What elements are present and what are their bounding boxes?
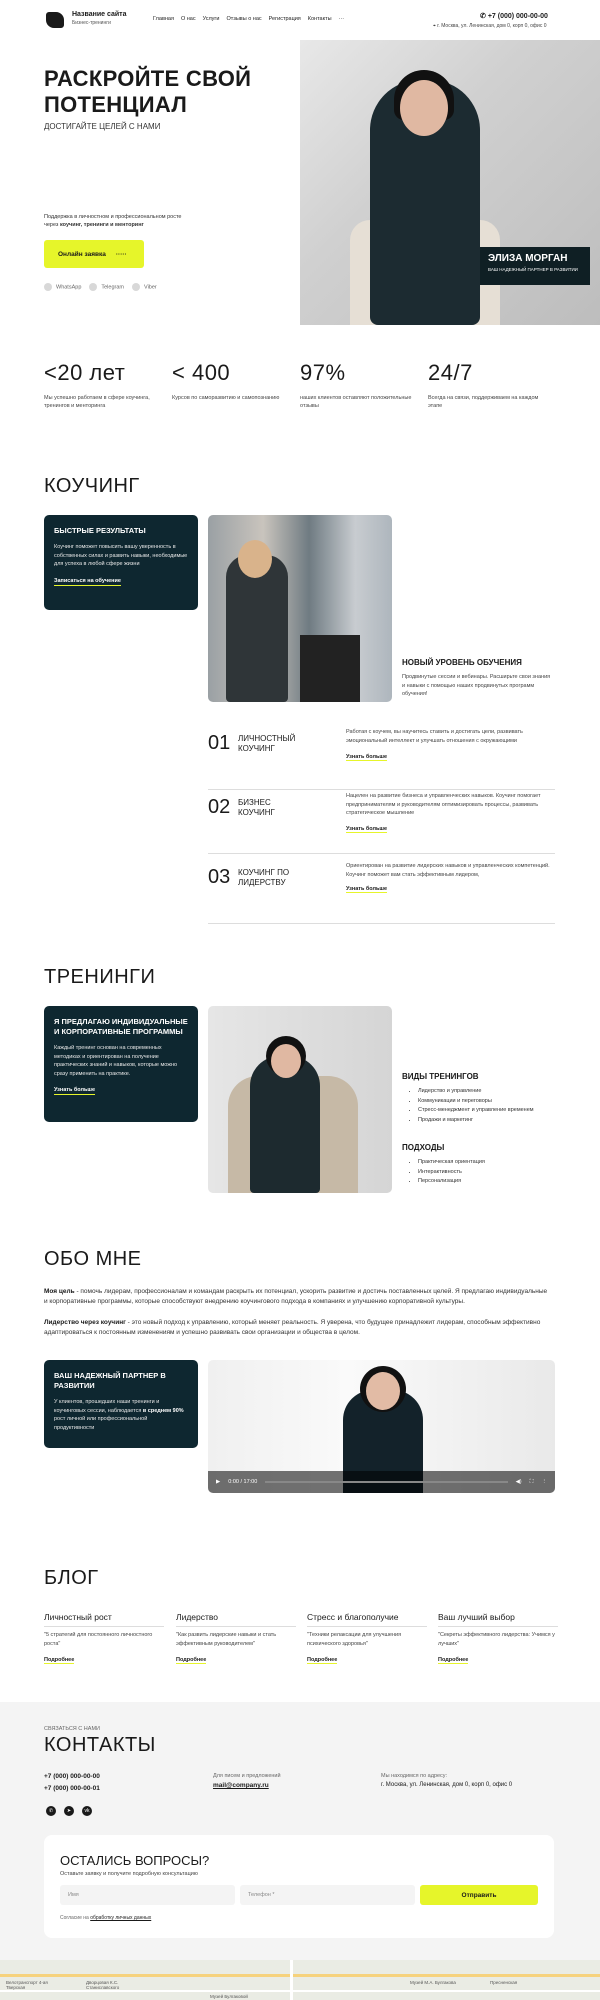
play-icon[interactable]: ▶ [216, 1479, 221, 1485]
divider [176, 1626, 296, 1627]
map-label: Пресненская [490, 1980, 518, 1985]
programs-card [44, 1006, 198, 1122]
card-text-bold: в среднем 90% [142, 1407, 184, 1414]
stat-desc: Всегда на связи, поддерживаем на каждом этапе [428, 395, 539, 409]
learn-more-link[interactable]: Узнать больше [346, 886, 388, 892]
trainings-title: ТРЕНИНГИ [44, 966, 156, 988]
blog-category: Лидерство [176, 1612, 219, 1622]
new-level-text: Продвинутые сессии и вебинары. Расширьте свои знания и навыки с помощью наших продвинутых программ обучения! [402, 674, 551, 697]
blog-quote: "Секреты эффективного лидерства: Учимся у лучших" [438, 1632, 555, 1647]
form-title: ОСТАЛИСЬ ВОПРОСЫ? [60, 1853, 210, 1868]
map-road [0, 1990, 600, 1992]
card-text [54, 1398, 188, 1432]
service-title: ЛИЧНОСТНЫЙ КОУЧИНГ [238, 734, 296, 753]
button-dots: ····· [115, 250, 127, 258]
divider [44, 1626, 164, 1627]
card-text: Коучинг поможет повысить вашу уверенность в собственных силах и развить навыки, необходимые для успеха в любой сфере жизни [54, 544, 188, 567]
whatsapp-label: WhatsApp [56, 284, 82, 291]
head-shape [271, 1044, 301, 1078]
telegram-icon [89, 283, 97, 291]
contacts-eyebrow: СВЯЗАТЬСЯ С НАМИ [44, 1726, 100, 1732]
fullscreen-icon[interactable]: ⛶ [529, 1478, 534, 1485]
card-title: ВАШ НАДЕЖНЫЙ ПАРТНЕР В РАЗВИТИИ [54, 1371, 166, 1390]
goal-bold: Моя цель [44, 1288, 75, 1295]
about-leadership-text [44, 1318, 549, 1338]
blog-title: БЛОГ [44, 1567, 99, 1589]
blog-category: Ваш лучший выбор [438, 1612, 515, 1622]
site-subtitle: Бизнес-тренинги [72, 20, 111, 26]
service-number: 02 [208, 796, 231, 818]
service-personal-coaching [208, 728, 555, 790]
telegram-icon[interactable]: ➤ [64, 1806, 74, 1816]
hero-title: РАСКРОЙТЕ СВОЙ ПОТЕНЦИАЛ [44, 66, 252, 117]
location-icon: ⌖ [433, 23, 438, 29]
whatsapp-icon [44, 283, 52, 291]
nav-item-contacts[interactable]: Контакты [307, 16, 332, 22]
blog-quote: "5 стратегий для постоянного личностного роста" [44, 1632, 153, 1647]
map-road [0, 1974, 600, 1977]
divider [307, 1626, 427, 1627]
card-text-pre: У клиентов, прошедших наши тренинги и коучинговых сессии, наблюдается [54, 1399, 160, 1414]
blog-quote: "Техники релаксации для улучшения психического здоровья" [307, 1632, 402, 1647]
card-text: Каждый тренинг основан на современных методиках и ориентирован на получение практических знаний и навыков, которые можно сразу применить на практике. [54, 1045, 178, 1077]
learn-more-link[interactable]: Узнать больше [346, 826, 388, 832]
stat-support [428, 360, 548, 410]
consent-text [60, 1915, 151, 1921]
service-number: 03 [208, 866, 231, 888]
address-label: Мы находимся по адресу: [381, 1773, 448, 1779]
viber-link[interactable] [132, 283, 157, 291]
viber-label: Viber [144, 284, 157, 291]
viber-icon [132, 283, 140, 291]
stat-desc: наших клиентов оставляют положительные отзывы [300, 395, 412, 409]
stat-desc: Мы успешно работаем в сфере коучинга, тренингов и менторинга [44, 395, 150, 409]
service-leadership-coaching [208, 862, 555, 924]
map-label: Велотранспорт 4-ая Тверская [6, 1980, 48, 1990]
goal-text: - помочь лидерам, профессионалам и командам раскрыть их потенциал, ускорить развитие и достичь поставленных целей. Я предлагаю индивидуальные и корпоративные программы, которые способствуют внедрению коучингового подхода в компаниях и улучшению корпоративной культуры. [44, 1288, 548, 1305]
signup-link[interactable]: Записаться на обучение [54, 577, 121, 584]
coaching-photo [208, 515, 392, 702]
stat-desc: Курсов по саморазвитию и самопознанию [172, 395, 280, 401]
service-desc: Ориентирован на развитие лидерских навыков и управленческих компетенций. Коучинг поможет вам стать эффективным лидером, [346, 863, 550, 878]
intro-video[interactable] [208, 1360, 555, 1493]
logo-icon[interactable] [46, 12, 64, 28]
volume-icon[interactable]: ◀) [515, 1479, 522, 1485]
video-progress-bar[interactable] [265, 1481, 507, 1483]
site-name: Название сайта [72, 11, 127, 18]
read-more-link[interactable]: Подробнее [307, 1657, 338, 1663]
service-desc: Нацелен на развитие бизнеса и управленческих навыков. Коучинг помогает предпринимателям и руководителям оптимизировать процессы, развивать стратегическое мышление [346, 793, 541, 816]
list-item: • Персонализация [418, 1177, 485, 1187]
video-time: 0:00 / 17:00 [228, 1479, 258, 1485]
divider [438, 1626, 558, 1627]
service-title: КОУЧИНГ ПО ЛИДЕРСТВУ [238, 868, 290, 887]
partner-card [44, 1360, 198, 1448]
list-item: • Продажи и маркетинг [418, 1116, 534, 1126]
training-kinds-list [408, 1087, 534, 1125]
phone-2[interactable]: +7 (000) 000-00-01 [44, 1785, 100, 1792]
phone-1[interactable]: +7 (000) 000-00-00 [44, 1773, 100, 1780]
trainings-photo [208, 1006, 392, 1193]
stat-years [44, 360, 164, 410]
stat-value: < 400 [172, 360, 231, 385]
nav-item-home[interactable]: Главная [153, 16, 174, 22]
map-label: Дворцовая К.С. Станиславского [86, 1980, 120, 1990]
map-label: Музей Булгаковой [210, 1994, 248, 1999]
nav-item-registration[interactable]: Регистрация [268, 16, 301, 22]
online-request-label: Онлайн заявка [58, 250, 106, 258]
list-item: • Стресс-менеджмент и управление временем [418, 1106, 534, 1116]
head-shape [400, 80, 448, 136]
whatsapp-icon[interactable]: ✆ [46, 1806, 56, 1816]
form-subtitle: Оставьте заявку и получите подробную консультацию [60, 1871, 198, 1877]
learn-more-link[interactable]: Узнать больше [346, 754, 388, 760]
nav-more-button[interactable]: ··· [338, 16, 345, 22]
card-title: Я ПРЕДЛАГАЮ ИНДИВИДУАЛЬНЫЕ И КОРПОРАТИВНЫЕ ПРОГРАММЫ [54, 1017, 188, 1036]
blog-item [176, 1612, 296, 1666]
header-phone-value: +7 (000) 000-00-00 [487, 13, 548, 20]
list-item: • Практическая ориентация [418, 1158, 485, 1168]
training-kinds-title: ВИДЫ ТРЕНИНГОВ [402, 1072, 479, 1081]
blog-quote: "Как развить лидерские навыки и стать эффективным руководителем" [176, 1632, 277, 1647]
vk-icon[interactable]: vk [82, 1806, 92, 1816]
video-controls [208, 1471, 555, 1493]
service-title: БИЗНЕС КОУЧИНГ [238, 798, 275, 817]
new-level-title: НОВЫЙ УРОВЕНЬ ОБУЧЕНИЯ [402, 658, 522, 667]
coach-name-badge [480, 247, 590, 285]
nav-item-reviews[interactable]: Отзывы о нас [226, 16, 262, 22]
head-shape [366, 1372, 400, 1410]
leadership-text: - это новый подход к управлению, который меняет реальность. Я уверена, что будущее принадлежит лидерам, способным эффективно адаптироваться к постоянным изменениям и успешно развивать свои организации и общества в целом. [44, 1319, 541, 1336]
mail-link[interactable]: mail@company.ru [213, 1782, 269, 1789]
blog-item [44, 1612, 164, 1666]
read-more-link[interactable]: Подробнее [176, 1657, 207, 1663]
blog-item [307, 1612, 427, 1666]
list-item: • Коммуникации и переговоры [418, 1097, 534, 1107]
blog-item [438, 1612, 558, 1666]
stat-value: 97% [300, 360, 346, 385]
stat-value: 24/7 [428, 360, 473, 385]
telegram-link[interactable] [89, 283, 124, 291]
phone-input[interactable]: Телефон * [240, 1885, 415, 1905]
hero-subtitle: ДОСТИГАЙТЕ ЦЕЛЕЙ С НАМИ [44, 122, 161, 131]
about-title: ОБО МНЕ [44, 1248, 142, 1270]
stat-courses [172, 360, 292, 402]
more-options-icon[interactable]: ⋮ [541, 1479, 547, 1485]
header-address-value: г. Москва, ул. Ленинская, дом 0, корп 0, офис 0 [437, 23, 547, 29]
contacts-title: КОНТАКТЫ [44, 1734, 156, 1756]
submit-button[interactable]: Отправить [420, 1885, 538, 1905]
address-value: г. Москва, ул. Ленинская, дом 0, корп 0, офис 0 [381, 1782, 513, 1788]
head-shape [238, 540, 272, 578]
list-item: • Лидерство и управление [418, 1087, 534, 1097]
main-nav [153, 16, 344, 22]
read-more-link[interactable]: Подробнее [438, 1657, 469, 1663]
service-desc: Работая с коучем, вы научитесь ставить и достигать цели, развивать эмоциональный интеллект и улучшать отношения с окружающими [346, 729, 523, 744]
hero-text [44, 213, 194, 229]
blog-category: Стресс и благополучие [307, 1612, 399, 1622]
map-road [290, 1960, 293, 2000]
about-goal-text [44, 1287, 549, 1307]
card-title: БЫСТРЫЕ РЕЗУЛЬТАТЫ [54, 526, 146, 535]
list-item: • Интерактивность [418, 1168, 485, 1178]
stat-value: <20 лет [44, 360, 126, 385]
leadership-bold: Лидерство через коучинг [44, 1319, 126, 1326]
name-input[interactable]: Имя [60, 1885, 235, 1905]
approaches-title: ПОДХОДЫ [402, 1143, 445, 1152]
telegram-label: Telegram [101, 284, 124, 291]
hero-text-pre: Поддержка в личностном и профессиональном росте через [44, 214, 182, 228]
stat-reviews [300, 360, 420, 410]
blog-category: Личностный рост [44, 1612, 112, 1622]
learn-more-link[interactable]: Узнать больше [54, 1087, 96, 1093]
card-text-post: рост личной или профессиональной продуктивности [54, 1416, 148, 1431]
header-address [433, 23, 547, 29]
social-links [46, 1806, 92, 1816]
phone-icon: ✆ [480, 13, 488, 20]
whatsapp-link[interactable] [44, 283, 81, 291]
read-more-link[interactable]: Подробнее [44, 1657, 75, 1663]
question-form [44, 1835, 554, 1938]
mail-label: Для писем и предложений [213, 1773, 281, 1779]
consent-pre: Согласие на [60, 1915, 91, 1921]
approaches-list [408, 1158, 485, 1187]
messenger-links [44, 283, 157, 291]
service-business-coaching [208, 792, 555, 854]
nav-item-services[interactable]: Услуги [202, 16, 220, 22]
online-request-button[interactable] [44, 240, 144, 268]
fast-results-card [44, 515, 198, 610]
header-phone[interactable] [480, 12, 548, 20]
map-label: Музей М.А. Булгакова [410, 1980, 456, 1985]
service-number: 01 [208, 732, 231, 754]
coach-role: ВАШ НАДЕЖНЫЙ ПАРТНЕР В РАЗВИТИИ [488, 267, 578, 272]
consent-link[interactable]: обработку личных данных [90, 1915, 152, 1921]
coach-name: ЭЛИЗА МОРГАН [488, 253, 568, 264]
map[interactable] [0, 1960, 600, 2000]
hero-text-bold: коучинг, тренинги и менторинг [59, 222, 144, 228]
podium-shape [300, 635, 360, 702]
coaching-title: КОУЧИНГ [44, 475, 140, 497]
nav-item-about[interactable]: О нас [180, 16, 196, 22]
